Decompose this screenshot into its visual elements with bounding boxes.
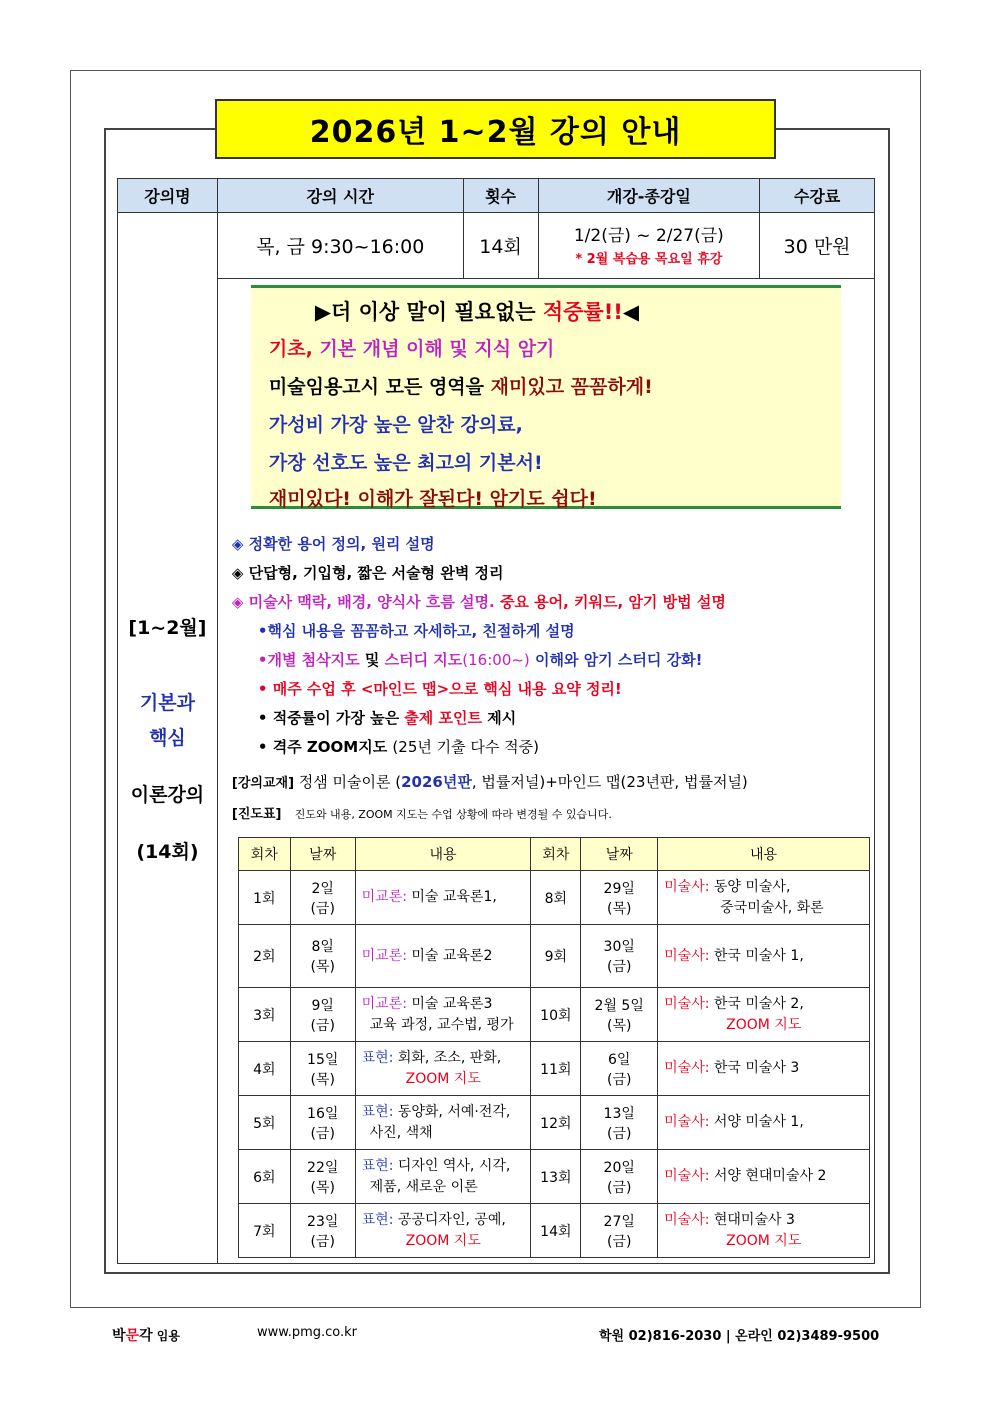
content-cell bbox=[355, 871, 531, 925]
content-cell bbox=[658, 1204, 870, 1258]
session-weekday: (목) bbox=[310, 1179, 335, 1196]
session-cell bbox=[531, 925, 581, 988]
course-name-line3: 이론강의 bbox=[130, 783, 205, 806]
course-body-cell bbox=[217, 279, 874, 1264]
progress-note: 진도와 내용, ZOOM 지도는 수업 상황에 따라 변경될 수 있습니다. bbox=[294, 808, 612, 821]
content-cell bbox=[658, 871, 870, 925]
session-number: 9회 bbox=[544, 949, 568, 965]
content-text: 현대미술사 3 bbox=[709, 1211, 795, 1228]
content-category: 미술사: bbox=[664, 1168, 710, 1184]
schedule-row bbox=[238, 1204, 869, 1258]
content-cell bbox=[355, 1096, 531, 1150]
content-cell bbox=[355, 1204, 531, 1258]
content-category: 미술사: bbox=[664, 947, 710, 964]
logo-part-a: 박 bbox=[112, 1328, 126, 1344]
date-cell bbox=[581, 925, 658, 988]
schedule-row bbox=[238, 1042, 869, 1096]
session-number: 6회 bbox=[253, 1169, 276, 1186]
content-text: 한국 미술사 3 bbox=[709, 1060, 800, 1076]
schedule-row bbox=[238, 871, 869, 925]
course-body-row bbox=[118, 279, 875, 1264]
bullet-4: •핵심 내용을 꼼꼼하고 자세하고, 친절하게 설명 bbox=[257, 622, 575, 640]
session-number: 10회 bbox=[540, 1007, 572, 1024]
content-cell bbox=[658, 925, 870, 988]
session-number: 1회 bbox=[253, 890, 276, 907]
schedule-header-row bbox=[238, 838, 869, 871]
textbook-line bbox=[232, 771, 748, 792]
content-cell bbox=[658, 1042, 870, 1096]
content-subtext: 제품, 새로운 이론 bbox=[369, 1178, 478, 1195]
session-number: 5회 bbox=[253, 1115, 276, 1132]
bullet-7-b: 출제 포인트 bbox=[404, 709, 482, 727]
bullet-1: ◈ 정확한 용어 정의, 원리 설명 bbox=[231, 535, 435, 553]
course-fee: 30 만원 bbox=[760, 213, 875, 279]
bullet-5-c: 스터디 지도 bbox=[379, 651, 463, 669]
session-number: 2회 bbox=[253, 949, 276, 965]
course-period: [1~2월] bbox=[128, 616, 207, 639]
course-time: 목, 금 9:30~16:00 bbox=[217, 213, 463, 279]
bullet-7-c: 제시 bbox=[481, 709, 517, 727]
session-date: 9일 bbox=[311, 997, 334, 1014]
session-weekday: (목) bbox=[606, 1017, 632, 1034]
session-number: 13회 bbox=[540, 1169, 572, 1186]
schedule-header-session: 회차 bbox=[238, 838, 290, 871]
date-cell bbox=[290, 1096, 355, 1150]
content-cell bbox=[658, 1150, 870, 1204]
session-weekday: (금) bbox=[310, 1233, 335, 1250]
session-weekday: (금) bbox=[606, 959, 632, 975]
date-cell bbox=[290, 988, 355, 1042]
date-cell bbox=[581, 1096, 658, 1150]
content-category: 미교론: bbox=[361, 947, 407, 964]
schedule-header-session: 회차 bbox=[531, 838, 581, 871]
bullet-7-a: • 적중률이 가장 높은 bbox=[257, 709, 405, 727]
promo-line4: 가장 선호도 높은 최고의 기본서! bbox=[268, 452, 543, 474]
content-text: 서양 현대미술사 2 bbox=[709, 1168, 827, 1184]
schedule-row bbox=[238, 1096, 869, 1150]
session-cell bbox=[531, 988, 581, 1042]
session-date: 20일 bbox=[603, 1159, 635, 1176]
header-fee: 수강료 bbox=[760, 179, 875, 213]
page-title: 2026년 1~2월 강의 안내 bbox=[215, 99, 776, 159]
session-date: 29일 bbox=[603, 880, 635, 897]
content-category: 미술사: bbox=[664, 1211, 710, 1228]
session-cell bbox=[238, 988, 290, 1042]
schedule-header-date: 날짜 bbox=[581, 838, 658, 871]
session-cell bbox=[531, 1096, 581, 1150]
content-text: 미술 교육론2 bbox=[406, 947, 493, 964]
logo-part-c: 각 bbox=[139, 1328, 153, 1344]
session-cell bbox=[238, 1096, 290, 1150]
promo-headline bbox=[315, 296, 639, 326]
content-text: 디자인 역사, 시각, bbox=[393, 1157, 511, 1174]
content-category: 미술사: bbox=[664, 878, 710, 895]
session-date: 23일 bbox=[307, 1213, 339, 1230]
content-text: 한국 미술사 1, bbox=[709, 947, 804, 964]
logo-part-b: 문 bbox=[125, 1328, 140, 1344]
bullet-5-e: 이해와 암기 스터디 강화! bbox=[529, 651, 703, 669]
textbook-b: 2026년판 bbox=[401, 773, 472, 791]
promo-headline-b: 적중률!! bbox=[542, 300, 623, 324]
session-cell bbox=[238, 1150, 290, 1204]
content-category: 표현: bbox=[361, 1157, 394, 1174]
course-info-row bbox=[118, 213, 875, 279]
session-number: 14회 bbox=[540, 1223, 572, 1240]
session-weekday: (목) bbox=[606, 900, 632, 917]
session-date: 16일 bbox=[307, 1105, 339, 1122]
session-number: 12회 bbox=[540, 1115, 572, 1132]
content-text: 한국 미술사 2, bbox=[709, 995, 804, 1012]
content-cell bbox=[355, 1150, 531, 1204]
course-dates: 1/2(금) ~ 2/27(금) bbox=[573, 226, 724, 246]
schedule-row bbox=[238, 925, 869, 988]
promo-headline-a: ▶더 이상 말이 필요없는 bbox=[314, 300, 543, 324]
header-count: 횟수 bbox=[463, 179, 538, 213]
session-number: 7회 bbox=[253, 1223, 276, 1240]
session-weekday: (금) bbox=[310, 1125, 335, 1142]
footer-contact: 학원 02)816-2030 | 온라인 02)3489-9500 bbox=[599, 1329, 880, 1344]
content-subtext: ZOOM 지도 bbox=[726, 1016, 802, 1033]
bullet-3 bbox=[232, 591, 726, 612]
content-cell bbox=[658, 1096, 870, 1150]
content-text: 미술 교육론1, bbox=[406, 889, 497, 905]
content-cell bbox=[355, 988, 531, 1042]
bullet-8-a: • 격주 ZOOM지도 bbox=[257, 738, 393, 756]
session-weekday: (금) bbox=[606, 1071, 632, 1088]
content-subtext: 중국미술사, 화론 bbox=[720, 899, 824, 916]
content-category: 미술사: bbox=[664, 1060, 710, 1076]
bullet-3-a: ◈ 미술사 맥락, 배경, 양식사 흐름 설명. bbox=[231, 593, 495, 611]
content-text: 동양화, 서예·전각, bbox=[393, 1103, 511, 1120]
session-cell bbox=[238, 1042, 290, 1096]
schedule-row bbox=[238, 988, 869, 1042]
course-name-line2: 핵심 bbox=[149, 726, 186, 749]
date-cell bbox=[581, 1150, 658, 1204]
session-date: 2일 bbox=[311, 880, 334, 897]
promo-line1 bbox=[269, 334, 555, 361]
header-dates: 개강-종강일 bbox=[538, 179, 760, 213]
course-table-header bbox=[118, 179, 875, 213]
schedule-table bbox=[238, 837, 870, 1258]
session-cell bbox=[238, 1204, 290, 1258]
content-subtext: ZOOM 지도 bbox=[405, 1232, 481, 1249]
promo-line1-a: 기초, bbox=[268, 338, 320, 360]
bullet-8 bbox=[258, 736, 539, 757]
session-number: 4회 bbox=[253, 1061, 276, 1078]
session-cell bbox=[531, 871, 581, 925]
course-table bbox=[117, 178, 875, 1264]
session-date: 13일 bbox=[603, 1105, 635, 1122]
date-cell bbox=[581, 1042, 658, 1096]
session-cell bbox=[238, 925, 290, 988]
course-name-cell bbox=[118, 213, 218, 1264]
schedule-row bbox=[238, 1150, 869, 1204]
content-category: 표현: bbox=[361, 1103, 394, 1120]
session-date: 2월 5일 bbox=[594, 997, 644, 1014]
schedule-header-content: 내용 bbox=[658, 838, 870, 871]
session-number: 8회 bbox=[544, 890, 568, 907]
promo-line5: 재미있다! 이해가 잘된다! 암기도 쉽다! bbox=[268, 488, 597, 510]
content-text: 미술 교육론3 bbox=[406, 995, 493, 1012]
content-category: 표현: bbox=[361, 1211, 394, 1228]
promo-headline-c: ◀ bbox=[622, 300, 640, 324]
bullet-2: ◈ 단답형, 기입형, 짧은 서술형 완벽 정리 bbox=[231, 564, 504, 582]
course-dates-cell bbox=[538, 213, 760, 279]
bullet-5-d: (16:00~) bbox=[462, 651, 530, 669]
session-cell bbox=[238, 871, 290, 925]
schedule-header-content: 내용 bbox=[355, 838, 531, 871]
session-weekday: (금) bbox=[606, 1179, 632, 1196]
content-cell bbox=[355, 1042, 531, 1096]
course-dates-note: * 2월 복습용 목요일 휴강 bbox=[575, 252, 723, 267]
session-number: 3회 bbox=[253, 1007, 276, 1024]
promo-box bbox=[251, 285, 841, 509]
progress-line bbox=[232, 803, 612, 822]
bullet-6: • 매주 수업 후 <마인드 맵>으로 핵심 내용 요약 정리! bbox=[257, 680, 622, 698]
content-cell bbox=[355, 925, 531, 988]
bullet-7 bbox=[258, 707, 516, 728]
content-text: 공공디자인, 공예, bbox=[393, 1211, 506, 1228]
session-number: 11회 bbox=[540, 1061, 572, 1078]
content-subtext: ZOOM 지도 bbox=[726, 1232, 802, 1249]
content-text: 회화, 조소, 판화, bbox=[393, 1049, 502, 1066]
session-weekday: (금) bbox=[606, 1233, 632, 1250]
content-category: 미교론: bbox=[361, 995, 407, 1012]
session-weekday: (금) bbox=[310, 900, 335, 917]
session-date: 22일 bbox=[307, 1159, 339, 1176]
footer-url[interactable]: www.pmg.co.kr bbox=[257, 1325, 358, 1340]
content-category: 미술사: bbox=[664, 1114, 710, 1130]
session-cell bbox=[531, 1204, 581, 1258]
session-date: 8일 bbox=[311, 939, 334, 955]
textbook-a: 정샘 미술이론 ( bbox=[294, 773, 402, 791]
content-category: 미술사: bbox=[664, 995, 710, 1012]
promo-line1-b: 기본 개념 이해 및 지식 암기 bbox=[319, 338, 555, 360]
date-cell bbox=[290, 1042, 355, 1096]
course-session-count: (14회) bbox=[136, 840, 199, 863]
session-date: 30일 bbox=[603, 939, 635, 955]
content-subtext: 교육 과정, 교수법, 평가 bbox=[369, 1016, 514, 1033]
session-weekday: (금) bbox=[606, 1125, 632, 1142]
bullet-5-a: •개별 첨삭지도 bbox=[257, 651, 365, 669]
bullet-3-b: 중요 용어, 키워드, 암기 방법 설명 bbox=[494, 593, 726, 611]
session-cell bbox=[531, 1150, 581, 1204]
logo-part-d: 임용 bbox=[152, 1329, 180, 1343]
promo-line2-a: 미술임용고시 모든 영역을 bbox=[268, 376, 491, 398]
footer-logo bbox=[112, 1325, 180, 1345]
session-date: 6일 bbox=[608, 1051, 631, 1068]
course-count: 14회 bbox=[463, 213, 538, 279]
content-text: 동양 미술사, bbox=[709, 878, 791, 895]
date-cell bbox=[290, 1204, 355, 1258]
date-cell bbox=[581, 1204, 658, 1258]
bullet-5-b: 및 bbox=[364, 651, 380, 669]
textbook-c: , 법률저널)+마인드 맵(23년판, 법률저널) bbox=[471, 773, 748, 791]
content-text: 서양 미술사 1, bbox=[709, 1114, 804, 1130]
content-category: 표현: bbox=[361, 1049, 394, 1066]
session-weekday: (금) bbox=[310, 1017, 335, 1034]
promo-line2-b: 재미있고 꼼꼼하게! bbox=[490, 376, 653, 398]
promo-line3: 가성비 가장 높은 알찬 강의료, bbox=[268, 414, 523, 436]
bullet-8-b: (25년 기출 다수 적중) bbox=[392, 738, 539, 756]
content-cell bbox=[658, 988, 870, 1042]
date-cell bbox=[290, 1150, 355, 1204]
date-cell bbox=[581, 988, 658, 1042]
progress-label: [진도표] bbox=[231, 807, 282, 822]
textbook-label: [강의교재] bbox=[231, 776, 295, 791]
content-subtext: ZOOM 지도 bbox=[405, 1070, 481, 1087]
session-date: 27일 bbox=[603, 1213, 635, 1230]
header-course-name: 강의명 bbox=[118, 179, 218, 213]
session-weekday: (목) bbox=[310, 959, 335, 975]
course-name-line1: 기본과 bbox=[139, 691, 195, 714]
session-weekday: (목) bbox=[310, 1071, 335, 1088]
date-cell bbox=[581, 871, 658, 925]
promo-line2 bbox=[269, 372, 653, 399]
session-cell bbox=[531, 1042, 581, 1096]
content-subtext: 사진, 색채 bbox=[369, 1124, 433, 1141]
header-time: 강의 시간 bbox=[217, 179, 463, 213]
bullet-5 bbox=[258, 649, 703, 670]
date-cell bbox=[290, 925, 355, 988]
session-date: 15일 bbox=[307, 1051, 339, 1068]
schedule-header-date: 날짜 bbox=[290, 838, 355, 871]
date-cell bbox=[290, 871, 355, 925]
content-category: 미교론: bbox=[361, 889, 407, 905]
